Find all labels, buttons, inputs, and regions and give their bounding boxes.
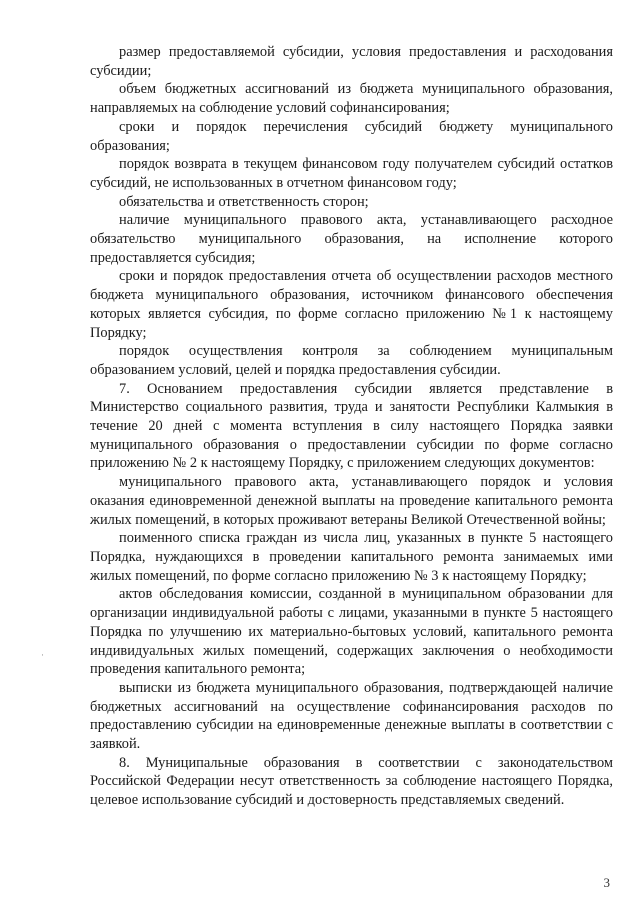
paragraph: муниципального правового акта, устанавливающего порядок и условия оказания единовременной денежной выплаты на проведение капитального ремонта жилых помещений, в которых проживают ветераны Великой Отечественной войны;: [90, 474, 613, 528]
paragraph: порядок осуществления контроля за соблюдением муниципальным образованием условий, целей и порядка предоставления субсидии.: [90, 343, 613, 378]
scan-margin-mark: ·: [41, 650, 44, 660]
paragraph: наличие муниципального правового акта, устанавливающего расходное обязательство муниципального образования, на исполнение которого предоставляется субсидия;: [90, 212, 613, 266]
paragraph: 7. Основанием предоставления субсидии является представление в Министерство социального развития, труда и занятости Республики Калмыкия в течение 20 дней с момента вступления в силу настоящего Порядка заявки муниципального образования о предоставлении субсидии по форме согласно приложению № 2 к настоящему Порядку, с приложением следующих документов:: [90, 380, 613, 472]
paragraph: обязательства и ответственность сторон;: [119, 193, 369, 210]
paragraph: сроки и порядок предоставления отчета об осуществлении расходов местного бюджета муниципального образования, источником финансового обеспечения которых является субсидия, по форме согласно приложению №1 к настоящему Порядку;: [90, 268, 613, 341]
paragraph: размер предоставляемой субсидии, условия предоставления и расходования субсидии;: [90, 44, 613, 79]
paragraph: актов обследования комиссии, созданной в муниципальном образовании для организации индивидуальной работы с лицами, указанными в пункте 5 настоящего Порядка по улучшению их материально-бытовых условий, капитального ремонта индивидуальных жилых помещений, содержащих заключения о необходимости проведения капитального ремонта;: [90, 586, 613, 678]
paragraph: выписки из бюджета муниципального образования, подтверждающей наличие бюджетных ассигнований на осуществление софинансирования расходов по предоставлению субсидии на единовременные денежные выплаты в соответствии с заявкой.: [90, 679, 613, 753]
paragraph: поименного списка граждан из числа лиц, указанных в пункте 5 настоящего Порядка, нуждающихся в проведении капитального ремонта занимаемых ими жилых помещений, по форме согласно приложению № 3 к настоящему Порядку;: [90, 530, 613, 584]
paragraph: порядок возврата в текущем финансовом году получателем субсидий остатков субсидий, не использованных в отчетном финансовом году;: [90, 156, 613, 191]
paragraph: сроки и порядок перечисления субсидий бюджету муниципального образования;: [90, 118, 613, 154]
paragraph: 8. Муниципальные образования в соответствии с законодательством Российской Федерации несут ответственность за соблюдение настоящего Порядка, целевое использование субсидий и достоверность представляемых сведений.: [90, 754, 613, 809]
page-number: 3: [603, 875, 610, 890]
paragraph: объем бюджетных ассигнований из бюджета муниципального образования, направляемых на соблюдение условий софинансирования;: [90, 81, 613, 117]
